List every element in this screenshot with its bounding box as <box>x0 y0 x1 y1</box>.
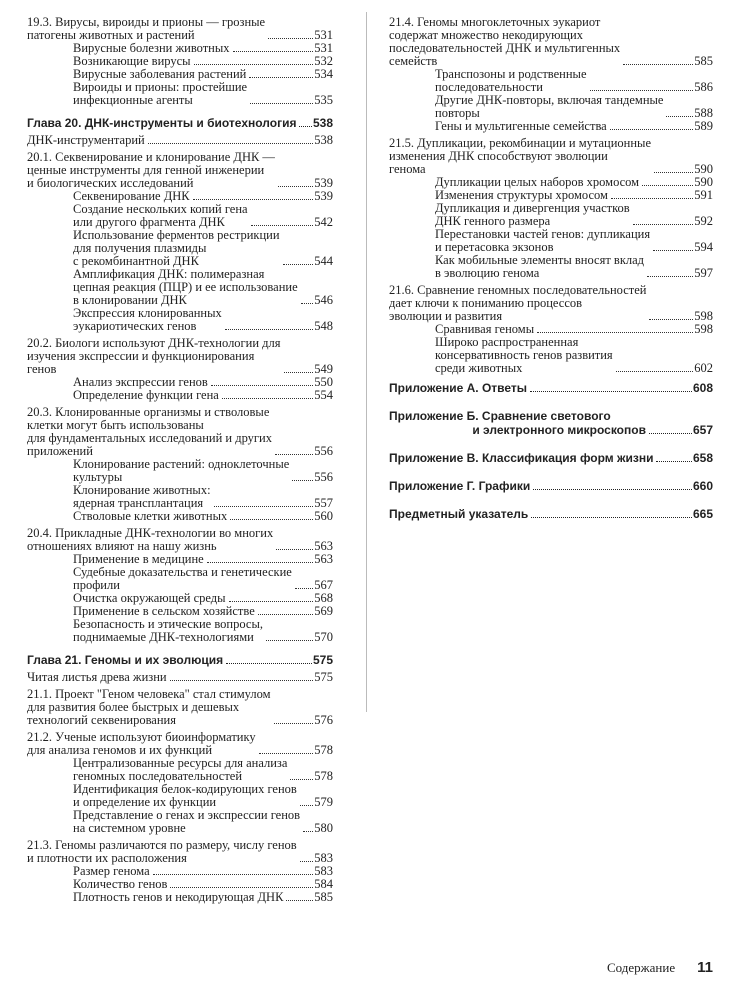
dot-leader <box>249 77 313 78</box>
dot-leader <box>226 663 312 664</box>
toc-entry[interactable] <box>27 458 333 484</box>
toc-entry[interactable] <box>27 757 333 783</box>
toc-entry-title: Количество генов <box>73 877 168 891</box>
appendix-entry[interactable] <box>389 451 713 465</box>
toc-entry-title: Вирусные заболевания растений <box>73 67 247 81</box>
toc-entry-page: 544 <box>314 254 333 268</box>
dot-leader <box>300 805 313 806</box>
toc-entry-title: Перестановки частей генов: дупликация и перетасовка экзонов <box>435 227 651 254</box>
dot-leader <box>533 489 692 490</box>
toc-entry-title: 21.1. Проект "Геном человека" стал стимулом для развития более быстрых и дешевых технологий секвенирования <box>27 687 271 727</box>
toc-entry-title: Вирусные болезни животных <box>73 41 230 55</box>
toc-entry[interactable] <box>27 566 333 592</box>
dot-leader <box>530 391 692 392</box>
dot-leader <box>275 454 313 455</box>
toc-entry[interactable] <box>389 228 713 254</box>
toc-entry-page: 538 <box>312 116 333 130</box>
appendix-title: Приложение В. Классификация форм жизни <box>389 451 654 465</box>
toc-entry-title: Гены и мультигенные семейства <box>435 119 607 133</box>
toc-entry-page: 534 <box>314 67 333 81</box>
dot-leader <box>610 129 694 130</box>
toc-entry[interactable] <box>389 120 713 133</box>
toc-entry-title: Как мобильные элементы вносят вклад в эволюцию генома <box>435 253 645 280</box>
toc-entry[interactable] <box>27 618 333 644</box>
toc-entry-title: Экспрессия клонированных эукариотических генов <box>73 306 222 333</box>
toc-entry[interactable] <box>389 202 713 228</box>
dot-leader <box>276 549 313 550</box>
dot-leader <box>284 372 314 373</box>
toc-right-entries <box>389 16 713 375</box>
toc-entry-page: 590 <box>694 162 713 176</box>
toc-entry-page: 602 <box>694 361 713 375</box>
toc-entry-title: Безопасность и этические вопросы, поднимаемые ДНК-технологиями <box>73 617 263 644</box>
dot-leader <box>303 831 313 832</box>
toc-entry-page: 531 <box>314 41 333 55</box>
toc-entry-page: 575 <box>314 670 333 684</box>
toc-entry-title: 20.2. Биологи используют ДНК-технологии для изучения экспрессии и функционирования генов <box>27 336 281 376</box>
toc-entry-page: 538 <box>314 133 333 147</box>
toc-entry-title: Глава 21. Геномы и их эволюция <box>27 653 224 667</box>
toc-entry-title: Очистка окружающей среды <box>73 591 226 605</box>
dot-leader <box>649 433 692 434</box>
dot-leader <box>295 588 313 589</box>
toc-entry-page: 589 <box>694 119 713 133</box>
dot-leader <box>193 199 314 200</box>
toc-entry-title: Судебные доказательства и генетические профили <box>73 565 292 592</box>
toc-entry[interactable] <box>27 389 333 402</box>
toc-entry[interactable] <box>27 731 333 757</box>
toc-entry-page: 576 <box>314 713 333 727</box>
toc-entry[interactable] <box>389 68 713 94</box>
appendix-title: Предметный указатель <box>389 507 529 521</box>
toc-entry-page: 580 <box>314 821 333 835</box>
toc-entry-title: Анализ экспрессии генов <box>73 375 208 389</box>
toc-entry-page: 597 <box>694 266 713 280</box>
dot-leader <box>653 250 693 251</box>
chapter-heading[interactable] <box>27 654 333 667</box>
toc-entry[interactable] <box>27 406 333 458</box>
toc-entry-page: 584 <box>314 877 333 891</box>
appendix-page: 608 <box>692 381 713 395</box>
toc-entry-title: 21.4. Геномы многоклеточных эукариот содержат множество некодирующих последовательностей ДНК и мультигенных семейств <box>389 15 621 68</box>
appendix-page: 665 <box>692 507 713 521</box>
toc-entry[interactable] <box>27 527 333 553</box>
dot-leader <box>300 861 314 862</box>
dot-leader <box>268 38 313 39</box>
dot-leader <box>611 198 693 199</box>
dot-leader <box>666 116 693 117</box>
toc-left-column <box>27 12 333 904</box>
toc-entry[interactable] <box>27 337 333 376</box>
dot-leader <box>649 319 693 320</box>
toc-entry[interactable] <box>389 16 713 68</box>
appendix-title: Приложение Б. Сравнение светового и электронного микроскопов <box>389 409 646 437</box>
dot-leader <box>537 332 693 333</box>
toc-entry-title: Размер генома <box>73 864 150 878</box>
dot-leader <box>286 900 313 901</box>
toc-entry-title: 21.3. Геномы различаются по размеру, числу генов и плотности их расположения <box>27 838 297 865</box>
appendix-title: Приложение Г. Графики <box>389 479 531 493</box>
footer-label: Содержание <box>607 960 676 975</box>
toc-entry-title: Широко распространенная консервативность генов развития среди животных <box>435 335 613 375</box>
toc-entry-title: Плотность генов и некодирующая ДНК <box>73 890 284 904</box>
toc-entry-page: 546 <box>314 293 333 307</box>
toc-entry[interactable] <box>27 891 333 904</box>
dot-leader <box>207 562 314 563</box>
toc-entry-title: Секвенирование ДНК <box>73 189 190 203</box>
toc-entry[interactable] <box>27 203 333 229</box>
toc-entry[interactable] <box>27 839 333 865</box>
appendix-title: Приложение А. Ответы <box>389 381 528 395</box>
toc-entry-title: 21.6. Сравнение геномных последовательностей дает ключи к пониманию процессов эволюции и развития <box>389 283 647 323</box>
toc-entry-title: Идентификация белок-кодирующих генов и определение их функции <box>73 782 297 809</box>
toc-entry-title: Дупликации целых наборов хромосом <box>435 175 640 189</box>
toc-entry-page: 548 <box>314 319 333 333</box>
toc-entry-title: ДНК-инструментарий <box>27 133 145 147</box>
toc-entry-title: Централизованные ресурсы для анализа геномных последовательностей <box>73 756 288 783</box>
toc-entry-page: 554 <box>314 388 333 402</box>
toc-entry[interactable] <box>27 671 333 684</box>
dot-leader <box>590 90 694 91</box>
dot-leader <box>153 874 314 875</box>
toc-entry[interactable] <box>27 229 333 268</box>
toc-entry-page: 575 <box>312 653 333 667</box>
toc-entry-page: 578 <box>314 743 333 757</box>
dot-leader <box>194 64 314 65</box>
dot-leader <box>229 601 314 602</box>
dot-leader <box>531 517 692 518</box>
toc-entry[interactable] <box>389 284 713 323</box>
toc-entry-page: 531 <box>314 28 333 42</box>
toc-entry[interactable] <box>27 151 333 190</box>
toc-entry-page: 578 <box>314 769 333 783</box>
chapter-heading[interactable] <box>27 117 333 130</box>
toc-entry-title: Транспозоны и родственные последовательности <box>435 67 587 94</box>
toc-entry-page: 556 <box>314 470 333 484</box>
toc-entry[interactable] <box>389 336 713 375</box>
toc-entry-page: 556 <box>314 444 333 458</box>
toc-entry-title: Сравнивая геномы <box>435 322 535 336</box>
toc-entry-page: 535 <box>314 93 333 107</box>
toc-entry-title: Клонирование животных: ядерная трансплантация <box>73 483 211 510</box>
toc-entry-page: 569 <box>314 604 333 618</box>
toc-entry-title: 19.3. Вирусы, вироиды и прионы — грозные патогены животных и растений <box>27 15 266 42</box>
toc-entry[interactable] <box>27 688 333 727</box>
dot-leader <box>222 398 313 399</box>
dot-leader <box>283 264 314 265</box>
dot-leader <box>616 371 694 372</box>
toc-entry-title: Вироиды и прионы: простейшие инфекционные агенты <box>73 80 248 107</box>
toc-entry[interactable] <box>27 510 333 523</box>
appendix-page: 657 <box>692 423 713 437</box>
appendix-page: 658 <box>692 451 713 465</box>
toc-entry-title: Использование ферментов рестрикции для получения плазмиды с рекомбинантной ДНК <box>73 228 280 268</box>
dot-leader <box>251 225 314 226</box>
dot-leader <box>274 723 314 724</box>
toc-entry-title: Применение в медицине <box>73 552 204 566</box>
toc-entry-title: 20.1. Секвенирование и клонирование ДНК — ценные инструменты для генной инженерии и биологических исследований <box>27 150 275 190</box>
dot-leader <box>259 753 314 754</box>
dot-leader <box>266 640 313 641</box>
dot-leader <box>623 64 693 65</box>
toc-entry-page: 594 <box>694 240 713 254</box>
toc-entry[interactable] <box>27 307 333 333</box>
appendix-list <box>389 381 713 521</box>
toc-entry-page: 542 <box>314 215 333 229</box>
toc-entry-title: Представление о генах и экспрессии генов на системном уровне <box>73 808 301 835</box>
toc-entry[interactable] <box>389 94 713 120</box>
toc-entry-title: Амплификация ДНК: полимеразная цепная реакция (ПЦР) и ее использование в клонировании ДНК <box>73 267 298 307</box>
appendix-page: 660 <box>692 479 713 493</box>
toc-entry-page: 598 <box>694 309 713 323</box>
dot-leader <box>258 614 313 615</box>
toc-entry-page: 550 <box>314 375 333 389</box>
toc-entry-page: 585 <box>314 890 333 904</box>
toc-entry-title: 20.4. Прикладные ДНК-технологии во многих отношениях влияют на нашу жизнь <box>27 526 274 553</box>
dot-leader <box>211 385 313 386</box>
toc-entry-page: 568 <box>314 591 333 605</box>
dot-leader <box>148 143 314 144</box>
toc-entry[interactable] <box>27 81 333 107</box>
appendix-entry[interactable] <box>389 507 713 521</box>
toc-entry-title: Читая листья древа жизни <box>27 670 167 684</box>
toc-entry[interactable] <box>389 254 713 280</box>
toc-entry-title: 21.2. Ученые используют биоинформатику для анализа геномов и их функций <box>27 730 256 757</box>
toc-entry-page: 590 <box>694 175 713 189</box>
toc-entry[interactable] <box>27 16 333 42</box>
dot-leader <box>250 103 313 104</box>
toc-entry-page: 592 <box>694 214 713 228</box>
toc-entry[interactable] <box>389 137 713 176</box>
toc-right-column <box>389 12 713 521</box>
dot-leader <box>214 506 314 507</box>
toc-entry[interactable] <box>27 484 333 510</box>
dot-leader <box>642 185 693 186</box>
dot-leader <box>301 303 314 304</box>
toc-entry[interactable] <box>27 134 333 147</box>
toc-entry-title: Применение в сельском хозяйстве <box>73 604 255 618</box>
dot-leader <box>290 779 313 780</box>
toc-entry-title: 20.3. Клонированные организмы и стволовые клетки могут быть использованы для фундаментальных исследований и других приложений <box>27 405 273 458</box>
toc-entry-title: Создание нескольких копий гена или другого фрагмента ДНК <box>73 202 248 229</box>
appendix-entry[interactable] <box>389 381 713 395</box>
toc-entry-title: Возникающие вирусы <box>73 54 191 68</box>
dot-leader <box>225 329 313 330</box>
toc-entry-page: 588 <box>694 106 713 120</box>
toc-entry[interactable] <box>27 783 333 809</box>
dot-leader <box>233 51 314 52</box>
toc-entry-page: 567 <box>314 578 333 592</box>
page-footer <box>607 959 713 976</box>
toc-entry-page: 586 <box>694 80 713 94</box>
dot-leader <box>633 224 694 225</box>
toc-entry-page: 549 <box>314 362 333 376</box>
toc-entry-page: 585 <box>694 54 713 68</box>
appendix-entry[interactable] <box>389 409 713 437</box>
toc-entry-title: Изменения структуры хромосом <box>435 188 608 202</box>
toc-entry-title: Стволовые клетки животных <box>73 509 228 523</box>
toc-entry-title: Дупликация и дивергенция участков ДНК генного размера <box>435 201 630 228</box>
toc-entry[interactable] <box>27 809 333 835</box>
column-divider <box>366 12 367 712</box>
toc-entry-title: Клонирование растений: одноклеточные культуры <box>73 457 290 484</box>
toc-entry-page: 563 <box>314 552 333 566</box>
page-number: 11 <box>697 959 713 976</box>
toc-entry-title: Определение функции гена <box>73 388 219 402</box>
dot-leader <box>299 126 312 127</box>
dot-leader <box>170 887 313 888</box>
toc-entry-page: 563 <box>314 539 333 553</box>
toc-entry-page: 570 <box>314 630 333 644</box>
dot-leader <box>292 480 313 481</box>
toc-entry-title: 21.5. Дупликации, рекомбинации и мутационные изменения ДНК способствуют эволюции генома <box>389 136 651 176</box>
toc-entry-page: 591 <box>694 188 713 202</box>
dot-leader <box>647 276 693 277</box>
toc-entry-page: 539 <box>314 189 333 203</box>
dot-leader <box>654 172 693 173</box>
toc-entry-title: Глава 20. ДНК-инструменты и биотехнология <box>27 116 297 130</box>
appendix-entry[interactable] <box>389 479 713 493</box>
toc-entry-page: 557 <box>314 496 333 510</box>
toc-entry-page: 532 <box>314 54 333 68</box>
dot-leader <box>230 519 313 520</box>
toc-entry-page: 583 <box>314 864 333 878</box>
dot-leader <box>278 186 313 187</box>
toc-entry-page: 598 <box>694 322 713 336</box>
toc-entry-page: 560 <box>314 509 333 523</box>
toc-entry-page: 583 <box>314 851 333 865</box>
dot-leader <box>170 680 314 681</box>
toc-entry-page: 579 <box>314 795 333 809</box>
toc-entry[interactable] <box>27 268 333 307</box>
toc-entry-title: Другие ДНК-повторы, включая тандемные повторы <box>435 93 664 120</box>
dot-leader <box>656 461 691 462</box>
toc-entry-page: 539 <box>314 176 333 190</box>
